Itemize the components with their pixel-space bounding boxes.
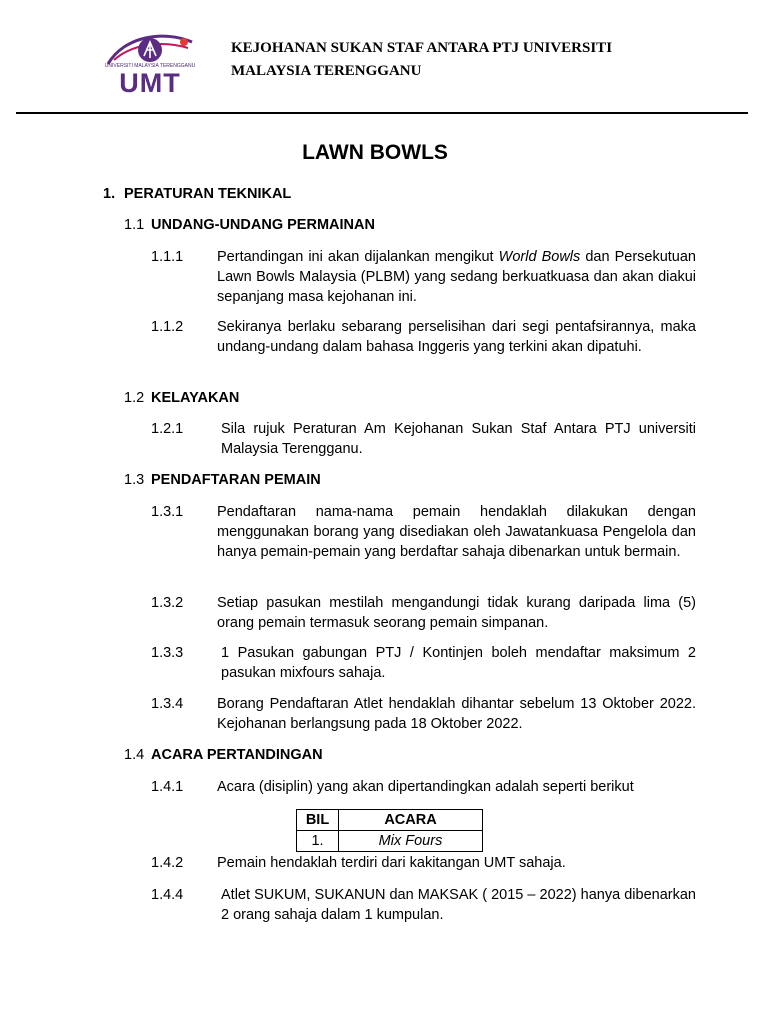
header-title	[231, 37, 691, 83]
subsection-title: ACARA PERTANDINGAN	[151, 747, 323, 763]
events-table	[296, 809, 483, 852]
item-number: 1.2.1	[151, 421, 184, 437]
item-number: 1.4.2	[151, 855, 184, 871]
item-number: 1.1.1	[151, 249, 184, 265]
header-divider	[16, 112, 748, 114]
item-text: Setiap pasukan mestilah mengandungi tidak kurang daripada lima (5) orang pemain termasuk seorang pemain simpanan.	[217, 595, 696, 631]
item-text-part: dan Persekutuan Lawn Bowls Malaysia (PLBM) yang sedang berkuatkuasa dan akan diakui sepanjang masa kejohanan ini.	[217, 249, 696, 305]
item-text: Borang Pendaftaran Atlet hendaklah dihantar sebelum 13 Oktober 2022. Kejohanan berlangsung pada 18 Oktober 2022.	[217, 696, 696, 732]
item-text-part: Pertandingan ini akan dijalankan mengikut	[217, 249, 499, 265]
item-number: 1.3.3	[151, 645, 184, 661]
item-text: 1 Pasukan gabungan PTJ / Kontinjen boleh mendaftar maksimum 2 pasukan mixfours sahaja.	[221, 645, 696, 681]
section-number: 1.	[103, 186, 116, 202]
subsection-number: 1.2	[124, 390, 145, 406]
header-title-line-1: KEJOHANAN SUKAN STAF ANTARA PTJ UNIVERSITI	[231, 40, 613, 56]
document-header	[0, 0, 768, 116]
table-header-acara: ACARA	[339, 810, 483, 831]
item-text: Pendaftaran nama-nama pemain hendaklah dilakukan dengan menggunakan borang yang disediakan oleh Jawatankuasa Pengelola dan hanya pemain-pemain yang berdaftar sahaja dibenarkan untuk bermain.	[217, 504, 696, 560]
table-row	[297, 831, 483, 852]
table-header-row	[297, 810, 483, 831]
subsection-title: UNDANG-UNDANG PERMAINAN	[151, 217, 375, 233]
item-text	[217, 247, 696, 307]
subsection-title: KELAYAKAN	[151, 390, 240, 406]
subsection-title: PENDAFTARAN PEMAIN	[151, 472, 321, 488]
table-cell-acara: Mix Fours	[339, 831, 483, 852]
table-cell-bil: 1.	[297, 831, 339, 852]
subsection-number: 1.1	[124, 217, 145, 233]
subsection-number: 1.4	[124, 747, 145, 763]
item-number: 1.3.2	[151, 595, 184, 611]
table-header-bil: BIL	[297, 810, 339, 831]
document-title: LAWN BOWLS	[302, 141, 448, 164]
item-number: 1.1.2	[151, 319, 184, 335]
item-text: Sekiranya berlaku sebarang perselisihan dari segi pentafsirannya, maka undang-undang dalam bahasa Inggeris yang terkini akan dipatuhi.	[217, 319, 696, 355]
item-number: 1.4.4	[151, 887, 184, 903]
item-text-italic: World Bowls	[498, 249, 581, 265]
item-number: 1.3.1	[151, 504, 184, 520]
item-text: Sila rujuk Peraturan Am Kejohanan Sukan Staf Antara PTJ universiti Malaysia Terengganu.	[221, 421, 696, 457]
logo-wordmark: UMT	[119, 68, 181, 98]
umt-logo	[104, 30, 196, 96]
item-text: Acara (disiplin) yang akan dipertandingkan adalah seperti berikut	[217, 779, 634, 795]
item-number: 1.3.4	[151, 696, 184, 712]
header-title-line-2: MALAYSIA TERENGGANU	[231, 63, 422, 79]
logo-subtitle: UNIVERSITI MALAYSIA TERENGGANU	[104, 63, 196, 69]
section-title: PERATURAN TEKNIKAL	[124, 186, 292, 202]
item-number: 1.4.1	[151, 779, 184, 795]
item-text: Atlet SUKUM, SUKANUN dan MAKSAK ( 2015 – 2022) hanya dibenarkan 2 orang sahaja dalam 1 kumpulan.	[221, 887, 696, 923]
item-text: Pemain hendaklah terdiri dari kakitangan UMT sahaja.	[217, 855, 566, 871]
subsection-number: 1.3	[124, 472, 145, 488]
